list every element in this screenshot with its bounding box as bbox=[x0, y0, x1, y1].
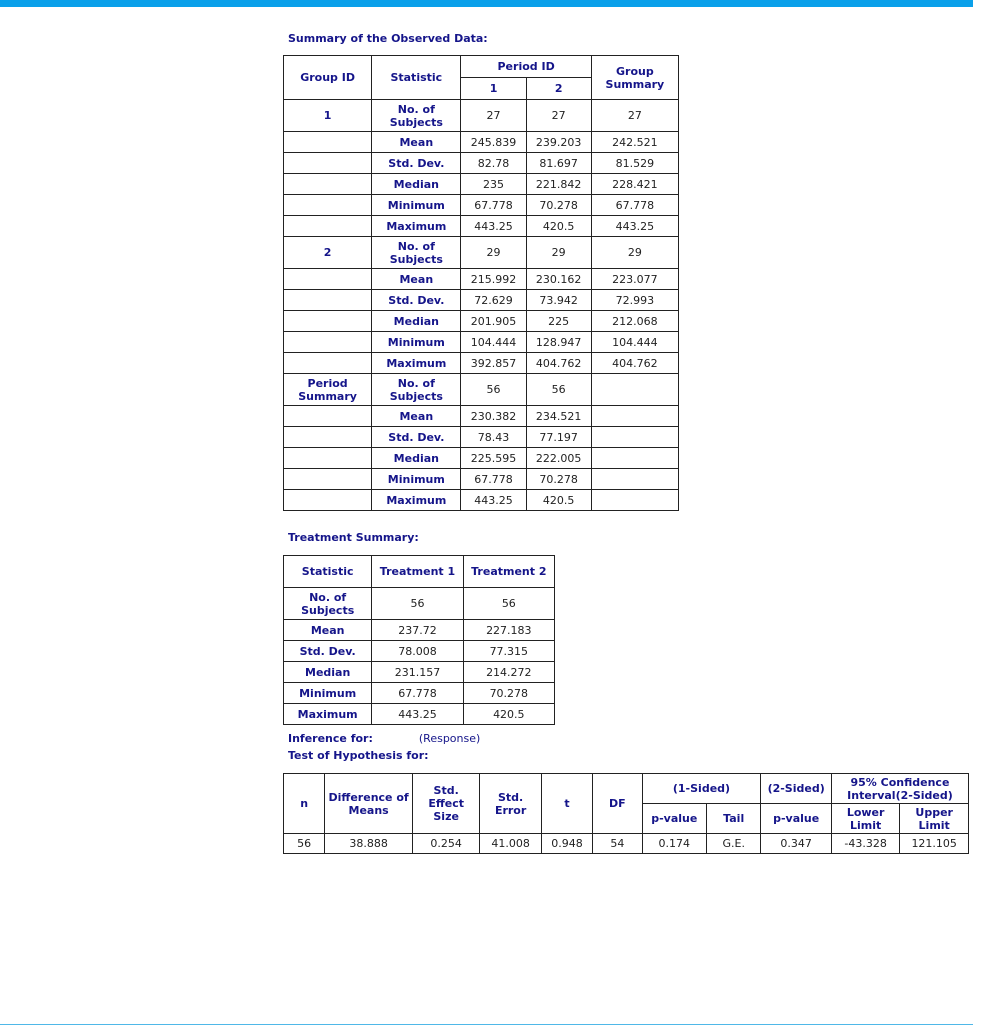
statistic-cell: No. of Subjects bbox=[372, 100, 461, 132]
group-id-cell bbox=[284, 290, 372, 311]
group-summary-value: 242.521 bbox=[591, 132, 678, 153]
period-1-value: 235 bbox=[461, 174, 526, 195]
statistic-cell: Mean bbox=[372, 406, 461, 427]
treatment-2-value: 77.315 bbox=[463, 641, 554, 662]
statistic-cell: Maximum bbox=[372, 216, 461, 237]
group-summary-value: 81.529 bbox=[591, 153, 678, 174]
header-period-2: 2 bbox=[526, 78, 591, 100]
observed-summary-title: Summary of the Observed Data: bbox=[288, 32, 488, 45]
period-2-value: 404.762 bbox=[526, 353, 591, 374]
table-row bbox=[284, 195, 679, 216]
inference-label: Inference for: bbox=[288, 732, 373, 745]
treatment-summary-title: Treatment Summary: bbox=[288, 531, 419, 544]
period-1-value: 67.778 bbox=[461, 195, 526, 216]
treatment-2-value: 56 bbox=[463, 588, 554, 620]
table-row bbox=[284, 662, 555, 683]
hyp-header-n: n bbox=[284, 774, 325, 834]
hyp-header-p-value-2: p-value bbox=[761, 804, 832, 834]
period-2-value: 225 bbox=[526, 311, 591, 332]
group-summary-value: 72.993 bbox=[591, 290, 678, 311]
header-group-summary: Group Summary bbox=[591, 56, 678, 100]
group-id-cell bbox=[284, 153, 372, 174]
treatment-summary-table bbox=[283, 555, 555, 725]
group-id-cell bbox=[284, 427, 372, 448]
group-summary-value: 228.421 bbox=[591, 174, 678, 195]
group-summary-value bbox=[591, 406, 678, 427]
table-row bbox=[284, 641, 555, 662]
period-1-value: 230.382 bbox=[461, 406, 526, 427]
group-summary-value bbox=[591, 374, 678, 406]
group-id-cell: 2 bbox=[284, 237, 372, 269]
group-id-cell bbox=[284, 469, 372, 490]
group-id-cell bbox=[284, 406, 372, 427]
table-row bbox=[284, 100, 679, 132]
group-summary-value: 67.778 bbox=[591, 195, 678, 216]
group-id-cell bbox=[284, 353, 372, 374]
group-summary-value bbox=[591, 448, 678, 469]
hyp-header-p-value-1: p-value bbox=[642, 804, 706, 834]
statistic-cell: Minimum bbox=[284, 683, 372, 704]
hyp-upper-limit-value: 121.105 bbox=[900, 834, 969, 854]
period-2-value: 81.697 bbox=[526, 153, 591, 174]
header-group-id: Group ID bbox=[284, 56, 372, 100]
trt-header-statistic: Statistic bbox=[284, 556, 372, 588]
group-summary-value: 27 bbox=[591, 100, 678, 132]
period-1-value: 215.992 bbox=[461, 269, 526, 290]
group-summary-value bbox=[591, 469, 678, 490]
period-1-value: 27 bbox=[461, 100, 526, 132]
statistic-cell: No. of Subjects bbox=[372, 237, 461, 269]
period-2-value: 73.942 bbox=[526, 290, 591, 311]
period-2-value: 70.278 bbox=[526, 195, 591, 216]
hyp-difference-value: 38.888 bbox=[325, 834, 413, 854]
statistic-cell: Minimum bbox=[372, 332, 461, 353]
table-row bbox=[284, 290, 679, 311]
group-id-cell bbox=[284, 195, 372, 216]
statistic-cell: Median bbox=[372, 311, 461, 332]
hypothesis-test-table bbox=[283, 773, 969, 854]
table-row bbox=[284, 620, 555, 641]
period-2-value: 128.947 bbox=[526, 332, 591, 353]
header-statistic: Statistic bbox=[372, 56, 461, 100]
statistic-cell: Std. Dev. bbox=[284, 641, 372, 662]
hyp-t-value: 0.948 bbox=[541, 834, 592, 854]
group-id-cell bbox=[284, 216, 372, 237]
treatment-1-value: 231.157 bbox=[372, 662, 463, 683]
hyp-tail-value: G.E. bbox=[707, 834, 761, 854]
hypothesis-title: Test of Hypothesis for: bbox=[288, 749, 429, 762]
statistic-cell: Std. Dev. bbox=[372, 427, 461, 448]
table-row bbox=[284, 269, 679, 290]
table-row bbox=[284, 704, 555, 725]
period-1-value: 443.25 bbox=[461, 216, 526, 237]
statistic-cell: Std. Dev. bbox=[372, 153, 461, 174]
hyp-p-value-2-value: 0.347 bbox=[761, 834, 832, 854]
period-1-value: 72.629 bbox=[461, 290, 526, 311]
period-2-value: 420.5 bbox=[526, 216, 591, 237]
group-summary-value: 223.077 bbox=[591, 269, 678, 290]
table-row bbox=[284, 490, 679, 511]
statistic-cell: Maximum bbox=[284, 704, 372, 725]
period-2-value: 27 bbox=[526, 100, 591, 132]
hyp-lower-limit-value: -43.328 bbox=[831, 834, 899, 854]
period-1-value: 82.78 bbox=[461, 153, 526, 174]
period-2-value: 234.521 bbox=[526, 406, 591, 427]
table-row bbox=[284, 427, 679, 448]
table-row bbox=[284, 174, 679, 195]
table-row bbox=[284, 311, 679, 332]
period-2-value: 77.197 bbox=[526, 427, 591, 448]
inference-line bbox=[288, 732, 480, 745]
group-summary-value: 104.444 bbox=[591, 332, 678, 353]
treatment-1-value: 67.778 bbox=[372, 683, 463, 704]
group-summary-value bbox=[591, 427, 678, 448]
table-row bbox=[284, 374, 679, 406]
table-row bbox=[284, 834, 969, 854]
period-1-value: 392.857 bbox=[461, 353, 526, 374]
statistic-cell: No. of Subjects bbox=[284, 588, 372, 620]
statistic-cell: Mean bbox=[372, 269, 461, 290]
table-row bbox=[284, 332, 679, 353]
hyp-header-difference: Difference of Means bbox=[325, 774, 413, 834]
treatment-2-value: 70.278 bbox=[463, 683, 554, 704]
period-1-value: 78.43 bbox=[461, 427, 526, 448]
hyp-header-effect-size: Std. Effect Size bbox=[412, 774, 479, 834]
statistic-cell: Median bbox=[372, 448, 461, 469]
group-id-cell: Period Summary bbox=[284, 374, 372, 406]
statistic-cell: No. of Subjects bbox=[372, 374, 461, 406]
period-2-value: 56 bbox=[526, 374, 591, 406]
period-2-value: 239.203 bbox=[526, 132, 591, 153]
period-2-value: 230.162 bbox=[526, 269, 591, 290]
table-row bbox=[284, 132, 679, 153]
statistic-cell: Minimum bbox=[372, 195, 461, 216]
hyp-header-ci: 95% Confidence Interval(2-Sided) bbox=[831, 774, 968, 804]
group-id-cell: 1 bbox=[284, 100, 372, 132]
period-2-value: 70.278 bbox=[526, 469, 591, 490]
statistic-cell: Mean bbox=[372, 132, 461, 153]
group-id-cell bbox=[284, 311, 372, 332]
statistic-cell: Std. Dev. bbox=[372, 290, 461, 311]
hyp-effect-size-value: 0.254 bbox=[412, 834, 479, 854]
hyp-header-upper-limit: Upper Limit bbox=[900, 804, 969, 834]
group-id-cell bbox=[284, 332, 372, 353]
period-1-value: 201.905 bbox=[461, 311, 526, 332]
trt-header-treatment-2: Treatment 2 bbox=[463, 556, 554, 588]
statistic-cell: Median bbox=[284, 662, 372, 683]
hyp-header-lower-limit: Lower Limit bbox=[831, 804, 899, 834]
hyp-header-std-error: Std. Error bbox=[480, 774, 541, 834]
period-2-value: 221.842 bbox=[526, 174, 591, 195]
statistic-cell: Maximum bbox=[372, 353, 461, 374]
treatment-1-value: 78.008 bbox=[372, 641, 463, 662]
table-row bbox=[284, 683, 555, 704]
table-row bbox=[284, 406, 679, 427]
hyp-n-value: 56 bbox=[284, 834, 325, 854]
group-id-cell bbox=[284, 490, 372, 511]
hyp-header-df: DF bbox=[593, 774, 642, 834]
period-1-value: 67.778 bbox=[461, 469, 526, 490]
period-2-value: 222.005 bbox=[526, 448, 591, 469]
hyp-header-tail: Tail bbox=[707, 804, 761, 834]
group-id-cell bbox=[284, 269, 372, 290]
group-summary-value: 404.762 bbox=[591, 353, 678, 374]
hyp-p-value-1-value: 0.174 bbox=[642, 834, 706, 854]
table-row bbox=[284, 353, 679, 374]
period-1-value: 29 bbox=[461, 237, 526, 269]
period-2-value: 420.5 bbox=[526, 490, 591, 511]
statistic-cell: Median bbox=[372, 174, 461, 195]
statistic-cell: Maximum bbox=[372, 490, 461, 511]
period-1-value: 104.444 bbox=[461, 332, 526, 353]
period-2-value: 29 bbox=[526, 237, 591, 269]
bottom-divider bbox=[0, 1024, 973, 1025]
treatment-1-value: 56 bbox=[372, 588, 463, 620]
treatment-2-value: 227.183 bbox=[463, 620, 554, 641]
statistic-cell: Minimum bbox=[372, 469, 461, 490]
table-row bbox=[284, 448, 679, 469]
group-id-cell bbox=[284, 174, 372, 195]
header-period-1: 1 bbox=[461, 78, 526, 100]
observed-data-table bbox=[283, 55, 679, 511]
trt-header-treatment-1: Treatment 1 bbox=[372, 556, 463, 588]
period-1-value: 225.595 bbox=[461, 448, 526, 469]
statistic-cell: Mean bbox=[284, 620, 372, 641]
observed-table-body bbox=[284, 100, 679, 511]
treatment-2-value: 214.272 bbox=[463, 662, 554, 683]
hyp-header-two-sided: (2-Sided) bbox=[761, 774, 832, 804]
period-1-value: 245.839 bbox=[461, 132, 526, 153]
hyp-header-t: t bbox=[541, 774, 592, 834]
treatment-1-value: 443.25 bbox=[372, 704, 463, 725]
group-id-cell bbox=[284, 132, 372, 153]
period-1-value: 56 bbox=[461, 374, 526, 406]
header-period-id: Period ID bbox=[461, 56, 591, 78]
table-row bbox=[284, 588, 555, 620]
table-row bbox=[284, 237, 679, 269]
treatment-2-value: 420.5 bbox=[463, 704, 554, 725]
group-summary-value: 212.068 bbox=[591, 311, 678, 332]
treatment-table-body bbox=[284, 588, 555, 725]
inference-response: (Response) bbox=[418, 732, 481, 745]
hyp-std-error-value: 41.008 bbox=[480, 834, 541, 854]
group-summary-value: 29 bbox=[591, 237, 678, 269]
hyp-df-value: 54 bbox=[593, 834, 642, 854]
group-summary-value bbox=[591, 490, 678, 511]
group-id-cell bbox=[284, 448, 372, 469]
hyp-header-one-sided: (1-Sided) bbox=[642, 774, 761, 804]
group-summary-value: 443.25 bbox=[591, 216, 678, 237]
period-1-value: 443.25 bbox=[461, 490, 526, 511]
treatment-1-value: 237.72 bbox=[372, 620, 463, 641]
table-row bbox=[284, 216, 679, 237]
table-row bbox=[284, 153, 679, 174]
top-accent-bar bbox=[0, 0, 973, 7]
table-row bbox=[284, 469, 679, 490]
